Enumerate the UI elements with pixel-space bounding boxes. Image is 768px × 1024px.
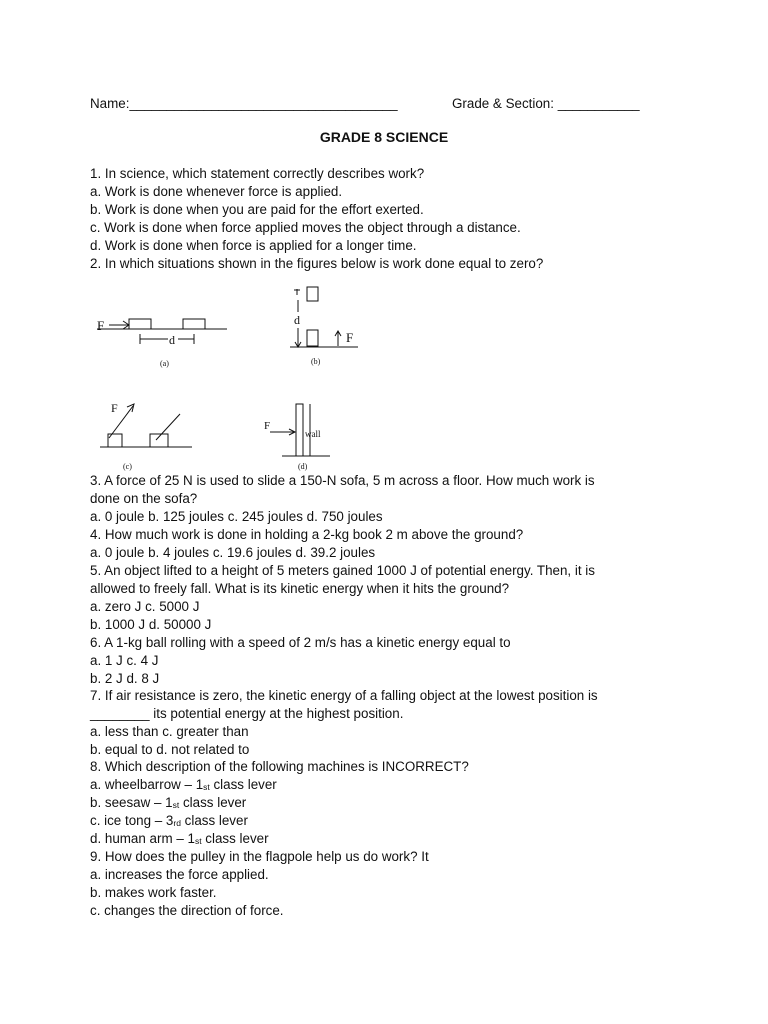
q8-option-b: b. seesaw – 1st class lever	[90, 795, 247, 810]
q3-stem-line-1: 3. A force of 25 N is used to slide a 150-N sofa, 5 m across a floor. How much work is	[90, 473, 595, 488]
svg-text:(a): (a)	[160, 359, 169, 368]
q6-options-row-1: a. 1 J c. 4 J	[90, 653, 159, 668]
q2-stem: 2. In which situations shown in the figures below is work done equal to zero?	[90, 256, 544, 271]
q8-stem: 8. Which description of the following machines is INCORRECT?	[90, 759, 469, 774]
q5-stem-line-2: allowed to freely fall. What is its kinetic energy when it hits the ground?	[90, 581, 510, 596]
figure-c	[92, 396, 202, 472]
svg-text:F: F	[346, 330, 354, 345]
q9-option-c: c. changes the direction of force.	[90, 903, 284, 918]
q4-options: a. 0 joule b. 4 joules c. 19.6 joules d. 39.2 joules	[90, 545, 376, 560]
q5-options-row-1: a. zero J c. 5000 J	[90, 599, 200, 614]
q7-stem-line-2: ________ its potential energy at the highest position.	[90, 706, 404, 721]
q4-stem: 4. How much work is done in holding a 2-kg book 2 m above the ground?	[90, 527, 524, 542]
q1-option-d: d. Work is done when force is applied for a longer time.	[90, 238, 417, 253]
q8-option-c: c. ice tong – 3rd class lever	[90, 813, 248, 828]
q8-option-d: d. human arm – 1st class lever	[90, 831, 269, 846]
grade-section-field-label: Grade & Section: ___________	[452, 96, 640, 111]
q3-options: a. 0 joule b. 125 joules c. 245 joules d. 750 joules	[90, 509, 383, 524]
q5-options-row-2: b. 1000 J d. 50000 J	[90, 617, 212, 632]
figure-b	[288, 280, 368, 372]
q7-stem-line-1: 7. If air resistance is zero, the kinetic energy of a falling object at the lowest position is	[90, 688, 598, 703]
svg-text:d: d	[294, 313, 300, 327]
q1-option-a: a. Work is done whenever force is applied.	[90, 184, 343, 199]
q3-stem-line-2: done on the sofa?	[90, 491, 198, 506]
figure-d	[258, 396, 348, 472]
q6-options-row-2: b. 2 J d. 8 J	[90, 671, 160, 686]
q7-options-row-1: a. less than c. greater than	[90, 724, 249, 739]
q1-option-b: b. Work is done when you are paid for the effort exerted.	[90, 202, 424, 217]
q9-option-a: a. increases the force applied.	[90, 867, 269, 882]
q8-option-a: a. wheelbarrow – 1st class lever	[90, 777, 277, 792]
svg-text:(c): (c)	[123, 462, 132, 471]
svg-text:(d): (d)	[298, 462, 308, 471]
q7-options-row-2: b. equal to d. not related to	[90, 742, 250, 757]
svg-text:(b): (b)	[311, 357, 321, 366]
q9-option-b: b. makes work faster.	[90, 885, 217, 900]
svg-text:wall: wall	[305, 429, 321, 439]
page-title: GRADE 8 SCIENCE	[319, 129, 449, 145]
figure-a	[92, 308, 232, 372]
name-field-label: Name:____________________________________	[90, 96, 398, 111]
svg-text:d: d	[169, 333, 175, 347]
q5-stem-line-1: 5. An object lifted to a height of 5 meters gained 1000 J of potential energy. Then, it is	[90, 563, 595, 578]
svg-text:F: F	[264, 420, 271, 432]
q1-stem: 1. In science, which statement correctly describes work?	[90, 166, 425, 181]
svg-text:F: F	[97, 318, 105, 333]
q1-option-c: c. Work is done when force applied moves the object through a distance.	[90, 220, 521, 235]
svg-text:F: F	[111, 401, 118, 415]
q6-stem: 6. A 1-kg ball rolling with a speed of 2 m/s has a kinetic energy equal to	[90, 635, 511, 650]
q9-stem: 9. How does the pulley in the flagpole help us do work? It	[90, 849, 429, 864]
